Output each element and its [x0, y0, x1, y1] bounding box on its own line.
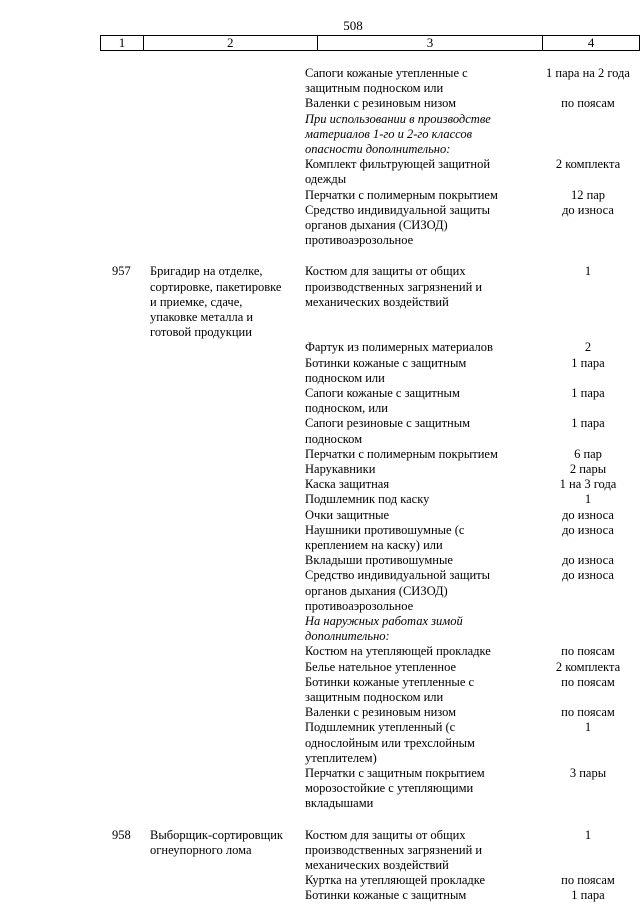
ppe-item: Сапоги кожаные с защитным подноском, или — [305, 386, 460, 416]
table-row — [0, 203, 640, 249]
ppe-quantity: 2 комплекта — [555, 157, 621, 172]
ppe-quantity: 1 — [584, 720, 592, 735]
ppe-item: Вкладыши противошумные — [305, 553, 453, 568]
ppe-item: Ботинки кожаные с защитным подноском или — [305, 355, 467, 385]
table-header — [100, 35, 640, 51]
ppe-item: Перчатки с полимерным покрытием — [305, 187, 498, 202]
ppe-item: Подшлемник утепленный (с однослойным или трехслойным утеплителем) — [305, 720, 475, 765]
table-row — [0, 705, 640, 720]
ppe-quantity: 2 комплекта — [555, 659, 621, 674]
ppe-quantity: 1 пара — [571, 416, 605, 431]
ppe-quantity: до износа — [562, 553, 614, 568]
ppe-item: Костюм на утепляющей прокладке — [305, 644, 491, 659]
ppe-quantity: 1 — [584, 827, 592, 842]
ppe-quantity: 2 пары — [569, 462, 607, 476]
table-row — [0, 416, 640, 446]
ppe-item: Валенки с резиновым низом — [305, 96, 457, 111]
ppe-quantity: до износа — [562, 522, 614, 537]
header-col-1: 1 — [101, 36, 144, 51]
table-row — [0, 660, 640, 675]
ppe-item: Ботинки кожаные с защитным — [305, 888, 467, 903]
table-row — [0, 508, 640, 523]
job-position: Выборщик-сортировщик огнеупорного лома — [150, 827, 283, 857]
ppe-quantity: по поясам — [561, 96, 615, 111]
ppe-item: Костюм для защиты от общих производственных загрязнений и механических воздействий — [305, 827, 483, 872]
ppe-item: Куртка на утепляющей прокладке — [305, 873, 486, 888]
table-row — [0, 66, 640, 96]
ppe-quantity: 6 пар — [574, 446, 602, 461]
ppe-quantity: 1 — [584, 264, 592, 279]
table-row — [0, 828, 640, 874]
row-number: 958 — [112, 827, 131, 842]
ppe-quantity: по поясам — [561, 674, 615, 689]
ppe-item: Сапоги резиновые с защитным подноском — [305, 416, 471, 446]
table-row — [0, 873, 640, 888]
page-number: 508 — [343, 18, 363, 33]
ppe-item: Нарукавники — [305, 462, 376, 476]
ppe-item: Средство индивидуальной защиты органов дыхания (СИЗОД) противоаэрозольное — [305, 202, 491, 248]
ppe-item: Перчатки с защитным покрытием морозостойкие с утепляющими вкладышами — [305, 766, 485, 811]
ppe-item: На наружных работах зимой дополнительно: — [305, 614, 463, 644]
table-row — [0, 386, 640, 416]
ppe-quantity: 1 пара — [571, 355, 605, 370]
ppe-item: Белье нательное утепленное — [305, 659, 457, 674]
table-row — [0, 766, 640, 812]
table-row — [0, 675, 640, 705]
ppe-item: Подшлемник под каску — [305, 492, 430, 507]
ppe-item: Фартук из полимерных материалов — [305, 340, 493, 355]
job-position: Бригадир на отделке, сортировке, пакетировке и приемке, сдаче, упаковке металла и готовой продукции — [150, 264, 282, 340]
ppe-quantity: 1 пара — [571, 888, 605, 903]
ppe-item: Ботинки кожаные утепленные с защитным подноском или — [305, 674, 475, 704]
ppe-quantity: 1 на 3 года — [559, 477, 617, 492]
table-row — [0, 96, 640, 111]
table-row — [0, 157, 640, 187]
ppe-quantity: 2 — [584, 340, 592, 355]
header-col-3: 3 — [317, 36, 543, 51]
ppe-quantity: до износа — [562, 507, 614, 522]
ppe-item: Валенки с резиновым низом — [305, 705, 457, 720]
ppe-item: Очки защитные — [305, 507, 390, 522]
ppe-quantity: до износа — [562, 202, 614, 217]
ppe-item: Наушники противошумные (с креплением на каску) или — [305, 522, 465, 552]
table-row — [0, 477, 640, 492]
table-row — [0, 888, 640, 903]
table-row — [0, 356, 640, 386]
ppe-quantity: 1 пара — [571, 386, 605, 400]
table-row — [0, 447, 640, 462]
table-row — [0, 523, 640, 553]
row-number: 957 — [112, 264, 131, 279]
table-row — [0, 492, 640, 507]
ppe-item: Средство индивидуальной защиты органов дыхания (СИЗОД) противоаэрозольное — [305, 568, 491, 613]
table-row — [0, 553, 640, 568]
ppe-quantity: по поясам — [561, 644, 615, 659]
table-row — [0, 644, 640, 659]
ppe-quantity: 1 — [584, 492, 592, 507]
ppe-quantity: 12 пар — [570, 187, 606, 202]
table-row — [0, 614, 640, 644]
ppe-item: Комплект фильтрующей защитной одежды — [305, 157, 491, 187]
ppe-item: Костюм для защиты от общих производственных загрязнений и механических воздействий — [305, 264, 483, 309]
table-row — [0, 188, 640, 203]
ppe-item: Сапоги кожаные утепленные с защитным подноском или — [305, 66, 468, 96]
table-row — [0, 340, 640, 355]
ppe-quantity: 3 пары — [569, 766, 607, 780]
table-row — [0, 112, 640, 158]
table-row — [0, 568, 640, 614]
ppe-item: Каска защитная — [305, 477, 390, 492]
table-row — [0, 720, 640, 766]
header-col-2: 2 — [143, 36, 317, 51]
ppe-quantity: 1 пара на 2 года — [546, 66, 630, 80]
table-row — [0, 462, 640, 477]
ppe-quantity: по поясам — [561, 705, 615, 720]
ppe-quantity: по поясам — [561, 873, 615, 888]
ppe-item: При использовании в производстве материалов 1-го и 2-го классов опасности дополнительно: — [305, 111, 491, 156]
ppe-item: Перчатки с полимерным покрытием — [305, 446, 498, 461]
ppe-quantity: до износа — [562, 568, 614, 583]
table-row — [0, 264, 640, 340]
header-col-4: 4 — [543, 36, 640, 51]
